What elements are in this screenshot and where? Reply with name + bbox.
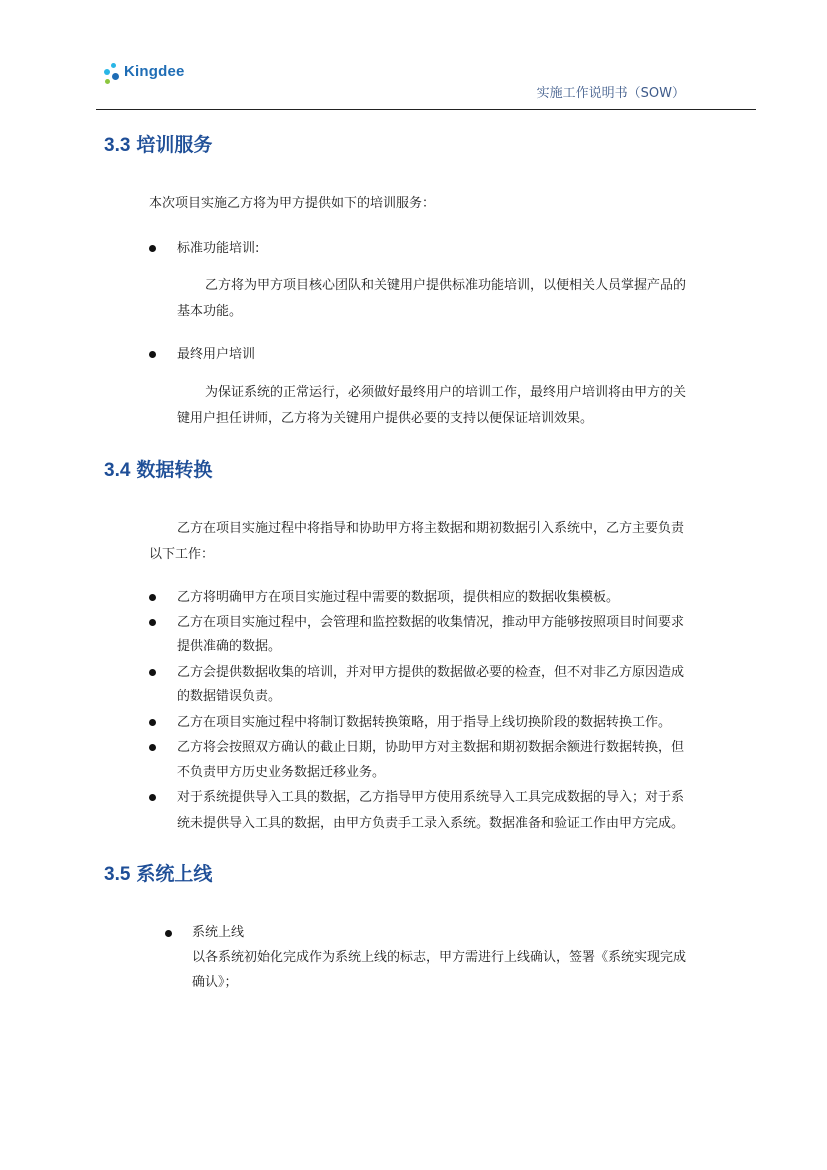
list-item: 乙方在项目实施过程中将制订数据转换策略，用于指导上线切换阶段的数据转换工作。 (177, 715, 672, 730)
logo-text: Kingdee (124, 63, 185, 80)
logo-dots-icon (102, 59, 122, 85)
section-intro: 本次项目实施乙方将为甲方提供如下的培训服务： (149, 196, 436, 211)
list-item: 乙方将会按照双方确认的截止日期，协助甲方对主数据和期初数据余额进行数据转换，但 (177, 740, 685, 755)
list-item-continuation: 统未提供导入工具的数据，由甲方负责手工录入系统。数据准备和验证工作由甲方完成。 (177, 816, 685, 831)
list-item: 乙方将明确甲方在项目实施过程中需要的数据项，提供相应的数据收集模板。 (177, 590, 620, 605)
bullet-icon (149, 719, 156, 726)
bullet-icon (149, 619, 156, 626)
list-item-continuation: 的数据错误负责。 (177, 689, 282, 704)
list-item: 乙方会提供数据收集的培训，并对甲方提供的数据做必要的检查，但不对非乙方原因造成 (177, 665, 685, 680)
list-item-label: 系统上线 (192, 925, 245, 940)
bullet-icon (149, 744, 156, 751)
paragraph-line: 以各系统初始化完成作为系统上线的标志，甲方需进行上线确认，签署《系统实现完成 (192, 950, 687, 965)
paragraph-line: 键用户担任讲师，乙方将为关键用户提供必要的支持以便保证培训效果。 (177, 411, 594, 426)
list-item-label: 最终用户培训 (177, 347, 256, 362)
document-title: 实施工作说明书（SOW） (536, 86, 685, 101)
paragraph-line: 确认》； (192, 975, 238, 990)
paragraph-line: 乙方在项目实施过程中将指导和协助甲方将主数据和期初数据引入系统中，乙方主要负责 (177, 521, 685, 536)
list-item-continuation: 不负责甲方历史业务数据迁移业务。 (177, 765, 386, 780)
paragraph-line: 以下工作： (149, 547, 215, 562)
list-item-label: 标准功能培训: (177, 241, 260, 256)
bullet-icon (149, 794, 156, 801)
list-item: 对于系统提供导入工具的数据，乙方指导甲方使用系统导入工具完成数据的导入；对于系 (177, 790, 685, 805)
section-heading-3-3: 3.3 培训服务 (104, 135, 213, 156)
section-heading-3-5: 3.5 系统上线 (104, 864, 213, 885)
paragraph-line: 基本功能。 (177, 304, 243, 319)
bullet-icon (165, 930, 172, 937)
bullet-icon (149, 594, 156, 601)
section-heading-3-4: 3.4 数据转换 (104, 460, 213, 481)
paragraph-line: 为保证系统的正常运行，必须做好最终用户的培训工作，最终用户培训将由甲方的关 (205, 385, 687, 400)
header-divider (96, 109, 756, 110)
bullet-icon (149, 351, 156, 358)
kingdee-logo (80, 55, 220, 95)
list-item: 乙方在项目实施过程中，会管理和监控数据的收集情况，推动甲方能够按照项目时间要求 (177, 615, 685, 630)
paragraph-line: 乙方将为甲方项目核心团队和关键用户提供标准功能培训，以便相关人员掌握产品的 (205, 278, 687, 293)
list-item-continuation: 提供准确的数据。 (177, 639, 282, 654)
bullet-icon (149, 669, 156, 676)
bullet-icon (149, 245, 156, 252)
